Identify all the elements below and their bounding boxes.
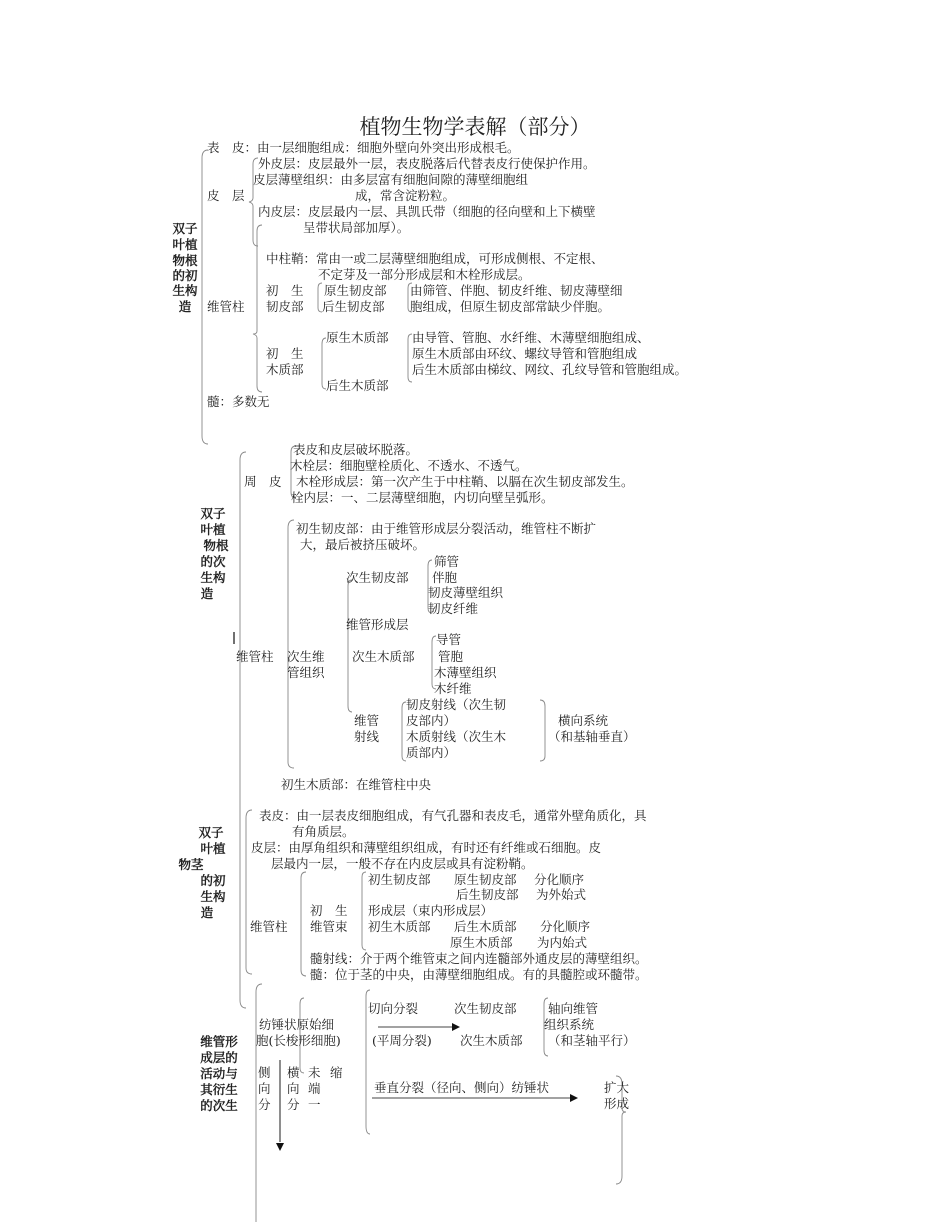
root-phloem-label: 韧皮部 bbox=[266, 299, 304, 314]
ray-label: 射线 bbox=[354, 729, 380, 744]
stem-primary-phloem: 初生韧皮部 bbox=[368, 872, 431, 887]
heading-line: 的初 bbox=[172, 268, 198, 283]
heading-line: 物根 bbox=[172, 253, 198, 268]
transverse-system-note: （和基轴垂直） bbox=[548, 729, 636, 744]
xylem-desc: 原生木质部由环纹、螺纹导管和管胞组成 bbox=[412, 346, 638, 361]
heading-line: 叶植 bbox=[172, 237, 198, 252]
pith-ray: 髓射线：介于两个维管束之间内连髓部外通皮层的薄壁组织。 bbox=[310, 951, 648, 966]
shrink-col: 缩 bbox=[330, 1065, 343, 1080]
heading-line: 成层的 bbox=[200, 1050, 238, 1065]
primary-xylem: 初生木质部：在维管柱中央 bbox=[281, 777, 432, 792]
root-phloem-label: 初 生 bbox=[266, 283, 304, 298]
stem-cortex: 皮层：由厚角组织和薄壁组织组成，有时还有纤维或石细胞。皮 bbox=[251, 840, 602, 855]
heading-line: 维管形 bbox=[200, 1034, 238, 1049]
phloem-parenchyma: 韧皮薄壁组织 bbox=[428, 585, 504, 600]
root-endodermis: 内皮层：皮层最内一层、具凯氏带（细胞的径向壁和上下横壁 bbox=[258, 204, 596, 219]
bundle-label: 维管束 bbox=[310, 919, 348, 934]
xylem-fiber: 木纤维 bbox=[434, 681, 472, 696]
root-pericycle-cont: 不定芽及一部分形成层和木栓形成层。 bbox=[318, 267, 531, 282]
heading-line: 物茎 bbox=[178, 857, 204, 872]
expand-label: 扩大 bbox=[604, 1080, 630, 1095]
fusiform-initial: 纺锤状原始细 bbox=[259, 1017, 335, 1032]
lateral-col: 分 bbox=[258, 1097, 271, 1112]
phloem-ray-cont: 皮部内） bbox=[406, 713, 457, 728]
metaphloem: 后生韧皮部 bbox=[322, 299, 385, 314]
periderm-line: 表皮和皮层破坏脱落。 bbox=[293, 442, 419, 457]
root-exodermis: 外皮层：皮层最外一层，表皮脱落后代替表皮行使保护作用。 bbox=[258, 156, 596, 171]
lateral-col: 侧 bbox=[258, 1065, 271, 1080]
secondary-vascular: 次生维 bbox=[287, 649, 325, 664]
primary-phloem: 初生韧皮部：由于维管形成层分裂活动，维管柱不断扩 bbox=[296, 521, 597, 536]
root-endodermis-cont: 呈带状局部加厚）。 bbox=[303, 220, 410, 235]
transverse-col: 横 bbox=[287, 1065, 300, 1080]
transverse-col: 分 bbox=[287, 1097, 300, 1112]
stem-stele-label: 维管柱 bbox=[250, 919, 288, 934]
periclinal-division: (平周分裂) bbox=[372, 1033, 432, 1048]
primary-phloem-cont: 大，最后被挤压破坏。 bbox=[300, 537, 426, 552]
heading-line: 造 bbox=[200, 586, 214, 601]
ray-label: 维管 bbox=[354, 713, 380, 728]
stem-metaphloem: 后生韧皮部 bbox=[456, 887, 519, 902]
root-parenchyma: 皮层薄壁组织：由多层富有细胞间隙的薄壁细胞组 bbox=[253, 172, 529, 187]
fascicular-cambium: 形成层（束内形成层） bbox=[368, 903, 494, 918]
xylem-ray-cont: 质部内） bbox=[406, 745, 457, 760]
stem-epidermis-cont: 有角质层。 bbox=[292, 824, 355, 839]
bundle-label: 初 生 bbox=[310, 903, 348, 918]
cambium-secondary-phloem: 次生韧皮部 bbox=[454, 1001, 517, 1016]
vessel: 导管 bbox=[436, 632, 462, 647]
cork-cambium: 木栓形成层：第一次产生于中柱鞘、以膈在次生韧皮部发生。 bbox=[296, 474, 634, 489]
heading-line: 叶植 bbox=[200, 522, 226, 537]
heading-line: 造 bbox=[200, 905, 214, 920]
phloem-desc: 胞组成，但原生韧皮部常缺少伴胞。 bbox=[410, 299, 611, 314]
heading-line: 双子 bbox=[200, 506, 226, 521]
expand-label: 形成 bbox=[604, 1096, 630, 1111]
anticlinal-division: 垂直分裂（径向、侧向）纺锤状 bbox=[374, 1080, 550, 1095]
exarch: 为外始式 bbox=[536, 887, 587, 902]
fusiform-initial-cont: 胞(长梭形细胞) bbox=[256, 1033, 341, 1048]
cork: 木栓层：细胞壁栓质化、不透水、不透气。 bbox=[290, 458, 528, 473]
secondary-xylem: 次生木质部 bbox=[352, 649, 415, 664]
phelloderm: 栓内层：一、二层薄壁细胞，内切向壁呈弧形。 bbox=[291, 490, 554, 505]
axial-system: 组织系统 bbox=[544, 1017, 595, 1032]
tracheid: 管胞 bbox=[438, 649, 464, 664]
heading-line: 生构 bbox=[200, 889, 226, 904]
phloem-desc: 由筛管、伴胞、韧皮纤维、韧皮薄壁细 bbox=[410, 283, 623, 298]
root-xylem-label: 木质部 bbox=[266, 362, 304, 377]
root-cortex-label: 皮 层 bbox=[207, 188, 245, 203]
differentiation-order: 分化顺序 bbox=[534, 872, 585, 887]
heading-line: 物根 bbox=[203, 538, 229, 553]
stem-epidermis: 表皮：由一层表皮细胞组成，有气孔器和表皮毛，通常外壁角质化，具 bbox=[259, 808, 647, 823]
stem-cortex-cont: 层最内一层，一般不存在内皮层或具有淀粉鞘。 bbox=[271, 856, 534, 871]
root-pith: 髓：多数无 bbox=[207, 394, 270, 409]
periderm-label: 周 皮 bbox=[244, 474, 282, 489]
stem-pith: 髓：位于茎的中央，由薄壁细胞组成。有的具髓腔或环髓带。 bbox=[310, 967, 648, 982]
end-col: 一 bbox=[308, 1097, 321, 1112]
stem-protophloem: 原生韧皮部 bbox=[454, 872, 517, 887]
heading-line: 的次生 bbox=[200, 1098, 238, 1113]
lateral-col: 向 bbox=[258, 1081, 271, 1096]
heading-line: 活动与 bbox=[200, 1066, 238, 1081]
transverse-col: 向 bbox=[287, 1081, 300, 1096]
axial-system-note: （和茎轴平行） bbox=[548, 1033, 636, 1048]
companion-cell: 伴胞 bbox=[432, 570, 458, 585]
heading-line: 的次 bbox=[200, 554, 226, 569]
stem-protoxylem: 原生木质部 bbox=[450, 935, 513, 950]
sieve-tube: 筛管 bbox=[434, 554, 460, 569]
heading-line: 生构 bbox=[172, 283, 198, 298]
tangential-division: 切向分裂 bbox=[368, 1001, 419, 1016]
endarch: 为内始式 bbox=[537, 935, 588, 950]
secondary-phloem: 次生韧皮部 bbox=[346, 570, 409, 585]
heading-line: 造 bbox=[178, 299, 192, 314]
protoxylem: 原生木质部 bbox=[326, 330, 389, 345]
phloem-ray: 韧皮射线（次生韧 bbox=[406, 697, 507, 712]
heading-line: 的初 bbox=[200, 873, 226, 888]
root-epidermis: 表 皮：由一层细胞组成：细胞外壁向外突出形成根毛。 bbox=[207, 140, 520, 155]
differentiation-order: 分化顺序 bbox=[540, 919, 591, 934]
metaxylem: 后生木质部 bbox=[326, 378, 389, 393]
axial-system: 轴向维管 bbox=[548, 1001, 599, 1016]
stem-primary-xylem: 初生木质部 bbox=[368, 919, 431, 934]
root-stele-label: 维管柱 bbox=[207, 299, 245, 314]
xylem-ray: 木质射线（次生木 bbox=[406, 729, 507, 744]
heading-line: 其衍生 bbox=[200, 1082, 238, 1097]
heading-line: 叶植 bbox=[200, 841, 226, 856]
xylem-desc: 由导管、管胞、水纤维、木薄壁细胞组成、 bbox=[412, 330, 650, 345]
heading-line: 双子 bbox=[198, 825, 224, 840]
heading-line: 生构 bbox=[200, 570, 226, 585]
cambium-secondary-xylem: 次生木质部 bbox=[460, 1033, 523, 1048]
phloem-fiber: 韧皮纤维 bbox=[428, 601, 479, 616]
root-xylem-label: 初 生 bbox=[266, 346, 304, 361]
xylem-desc: 后生木质部由梯纹、网纹、孔纹导管和管胞组成。 bbox=[412, 362, 688, 377]
end-col: 未 bbox=[308, 1065, 321, 1080]
root-parenchyma-cont: 成，常含淀粉粒。 bbox=[355, 188, 456, 203]
secondary-vascular: 管组织 bbox=[287, 665, 325, 680]
heading-line: 双子 bbox=[172, 221, 198, 236]
xylem-parenchyma: 木薄壁组织 bbox=[434, 665, 497, 680]
root-pericycle: 中柱鞘：常由一或二层薄壁细胞组成，可形成侧根、不定根、 bbox=[266, 251, 604, 266]
transverse-system: 横向系统 bbox=[558, 713, 609, 728]
protophloem: 原生韧皮部 bbox=[324, 283, 387, 298]
end-col: 端 bbox=[308, 1081, 321, 1096]
vascular-cambium: 维管形成层 bbox=[346, 617, 409, 632]
stem-metaxylem: 后生木质部 bbox=[454, 919, 517, 934]
page-title: 植物生物学表解（部分） bbox=[359, 115, 591, 139]
root-stele-label: 维管柱 bbox=[236, 649, 274, 664]
